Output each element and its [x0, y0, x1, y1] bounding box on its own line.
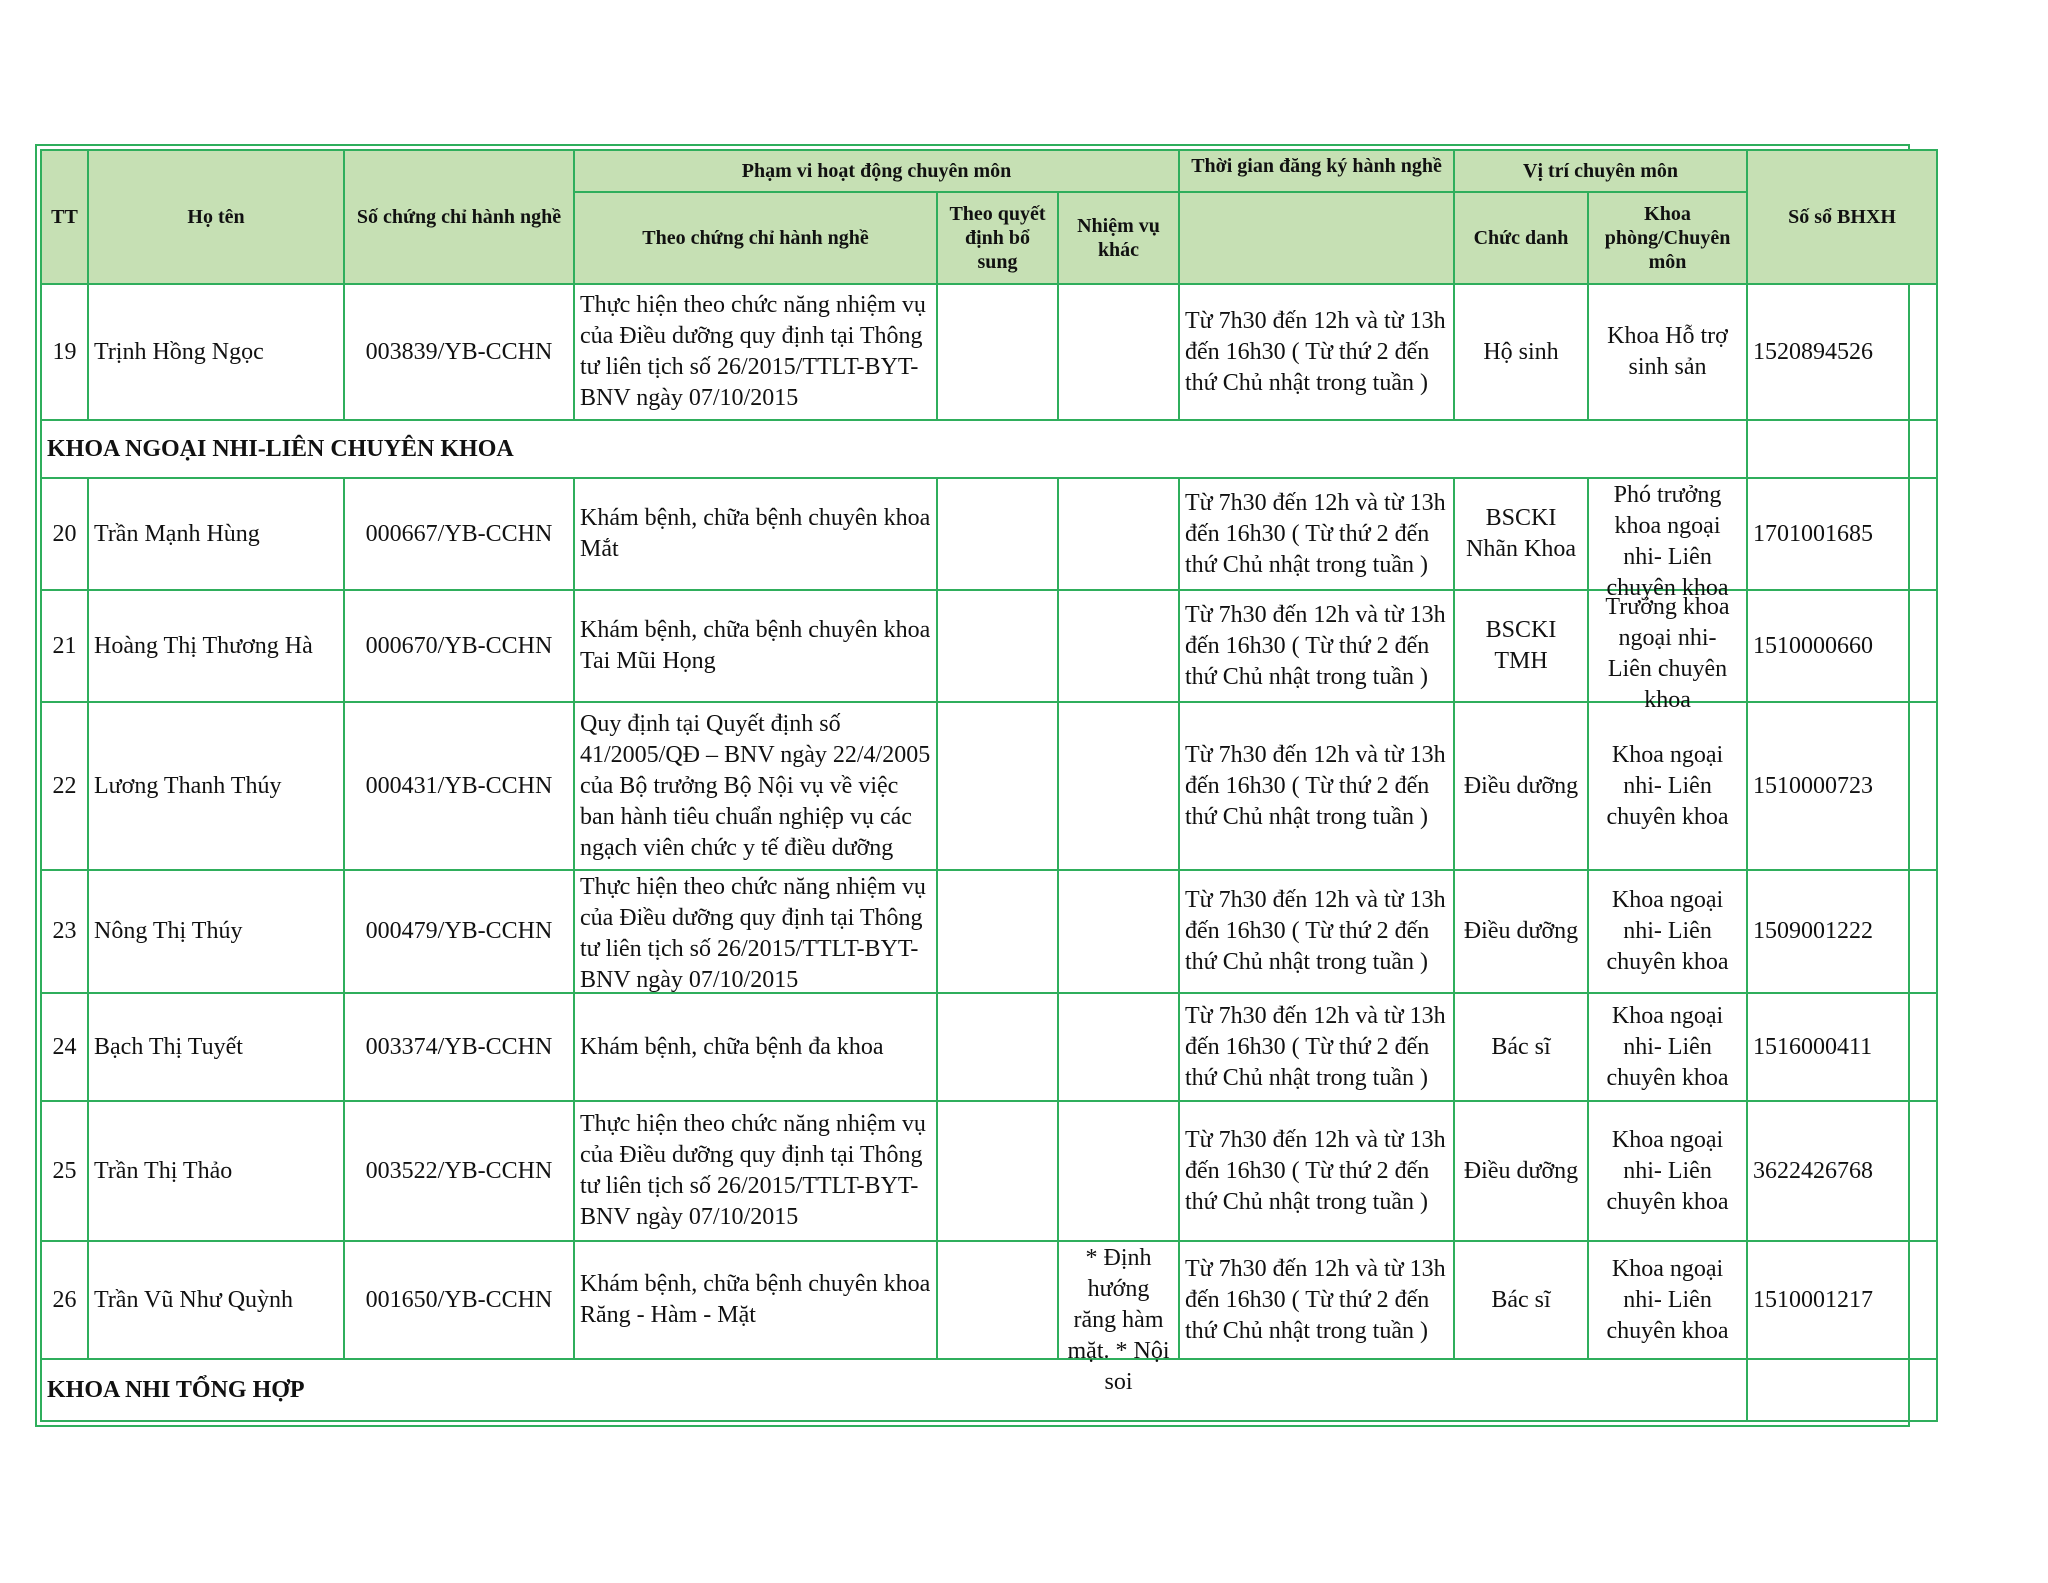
row-scope-cell [574, 870, 937, 993]
header-ho-ten: Họ tên [88, 150, 344, 284]
row-time-text: Từ 7h30 đến 12h và từ 13h đến 16h30 ( Từ thứ 2 đến thứ Chủ nhật trong tuần ) [1185, 1126, 1446, 1215]
row-tt-cell [41, 870, 88, 993]
row-dept-cell [1588, 870, 1747, 993]
row-tt-cell [41, 1241, 88, 1359]
row-cert-cell [344, 1101, 574, 1241]
row-scope-cell [574, 702, 937, 870]
row-dept-text: Khoa Hỗ trợ sinh sản [1607, 323, 1728, 380]
row-scope-text: Khám bệnh, chữa bệnh chuyên khoa Tai Mũi Họng [580, 617, 931, 674]
row-time-text: Từ 7h30 đến 12h và từ 13h đến 16h30 ( Từ thứ 2 đến thứ Chủ nhật trong tuần ) [1185, 489, 1446, 578]
header-vi-tri: Vị trí chuyên môn [1454, 150, 1747, 192]
row-cert-cell [344, 702, 574, 870]
row-title-cell [1454, 870, 1588, 993]
row-name-cell [88, 1101, 344, 1241]
row-name-cell [88, 1241, 344, 1359]
row-decision-cell [937, 1241, 1058, 1359]
row-decision-cell [937, 1101, 1058, 1241]
header-theo-chung-chi: Theo chứng chỉ hành nghề [574, 192, 937, 284]
row-bhxh-text: 1516000411 [1753, 1033, 1873, 1060]
row-scope-cell [574, 284, 937, 420]
row-name-text: Trần Vũ Như Quỳnh [94, 1286, 294, 1313]
row-scope-cell [574, 1241, 937, 1359]
row-decision-cell [937, 993, 1058, 1101]
row-time-cell [1179, 478, 1454, 590]
row-cert-cell [344, 1241, 574, 1359]
staff-table [40, 149, 1938, 1422]
row-tt-text: 23 [52, 918, 77, 944]
row-name-text: Nông Thị Thúy [94, 918, 243, 944]
row-name-text: Lương Thanh Thúy [94, 772, 282, 799]
staff-table-sheet [35, 144, 1910, 1427]
header-theo-quyet-dinh: Theo quyết định bổ sung [937, 192, 1058, 284]
row-dept-text: Khoa ngoại nhi- Liên chuyên khoa [1606, 1002, 1729, 1091]
row-tt-cell [41, 590, 88, 702]
row-time-cell [1179, 702, 1454, 870]
row-dept-text: Khoa ngoại nhi- Liên chuyên khoa [1606, 741, 1729, 830]
section-empty-cell [1747, 1359, 1937, 1421]
row-name-cell [88, 702, 344, 870]
row-name-text: Trần Mạnh Hùng [94, 520, 260, 547]
row-dept-cell [1588, 1101, 1747, 1241]
table-row [41, 284, 1937, 420]
row-title-text: Hộ sinh [1483, 338, 1559, 365]
row-bhxh-text: 1510000723 [1753, 772, 1874, 799]
row-cert-cell [344, 590, 574, 702]
row-tt-cell [41, 702, 88, 870]
row-tt-text: 25 [52, 1157, 77, 1184]
row-dept-text: Phó trưởng khoa ngoại nhi- Liên chuyên khoa [1606, 482, 1729, 601]
row-tt-cell [41, 1101, 88, 1241]
row-dept-cell [1588, 993, 1747, 1101]
row-tt-cell [41, 993, 88, 1101]
row-cert-text: 003522/YB-CCHN [365, 1157, 553, 1184]
header-so-bhxh: Số sổ BHXH [1747, 150, 1937, 284]
row-title-cell [1454, 1241, 1588, 1359]
row-cert-text: 003839/YB-CCHN [365, 338, 553, 365]
row-name-cell [88, 590, 344, 702]
row-name-text: Trịnh Hồng Ngọc [94, 338, 264, 365]
row-name-cell [88, 993, 344, 1101]
table-row [41, 1101, 1937, 1241]
row-name-text: Trần Thị Thảo [94, 1157, 233, 1184]
header-khoa-phong: Khoa phòng/Chuyên môn [1588, 192, 1747, 284]
row-scope-text: Thực hiện theo chức năng nhiệm vụ của Điều dưỡng quy định tại Thông tư liên tịch số 26/2015/TTLT-BYT-BNV ngày 07/10/2015 [580, 292, 926, 411]
header-so-chung-chi: Số chứng chỉ hành nghề [344, 150, 574, 284]
table-body [41, 284, 1937, 1421]
row-name-text: Bạch Thị Tuyết [94, 1033, 243, 1060]
row-dept-cell [1588, 478, 1747, 601]
department-name: KHOA NHI TỔNG HỢP [41, 1359, 1747, 1421]
row-tt-text: 22 [52, 772, 77, 799]
row-title-cell [1454, 478, 1588, 590]
row-decision-cell [937, 478, 1058, 590]
row-cert-text: 000670/YB-CCHN [365, 632, 553, 659]
row-other-duty-cell [1058, 1101, 1179, 1241]
row-time-text: Từ 7h30 đến 12h và từ 13h đến 16h30 ( Từ thứ 2 đến thứ Chủ nhật trong tuần ) [1185, 307, 1446, 396]
row-other-duty-cell [1058, 284, 1179, 420]
row-other-duty-cell [1058, 590, 1179, 702]
row-bhxh-text: 1701001685 [1753, 520, 1874, 547]
table-row [41, 870, 1937, 993]
row-bhxh-cell [1747, 1101, 1937, 1241]
row-decision-cell [937, 590, 1058, 702]
row-bhxh-cell [1747, 870, 1937, 993]
row-title-cell [1454, 993, 1588, 1101]
row-cert-cell [344, 284, 574, 420]
row-name-cell [88, 478, 344, 590]
row-cert-cell [344, 993, 574, 1101]
department-section-row [41, 420, 1937, 478]
row-other-duty-cell [1058, 478, 1179, 590]
row-other-duty-cell [1058, 870, 1179, 993]
row-tt-cell [41, 284, 88, 420]
row-tt-cell [41, 478, 88, 590]
row-time-cell [1179, 590, 1454, 702]
row-title-text: BSCKI TMH [1485, 617, 1557, 674]
header-nhiem-vu-khac: Nhiệm vụ khác [1058, 192, 1179, 284]
row-dept-cell [1588, 702, 1747, 870]
row-cert-text: 000431/YB-CCHN [365, 772, 553, 799]
header-pham-vi: Phạm vi hoạt động chuyên môn [574, 150, 1179, 192]
row-cert-text: 001650/YB-CCHN [365, 1286, 553, 1313]
row-cert-cell [344, 478, 574, 590]
row-other-duty-text: * Định hướng răng hàm mặt. * Nội soi [1067, 1245, 1170, 1395]
department-name: KHOA NGOẠI NHI-LIÊN CHUYÊN KHOA [41, 420, 1747, 478]
row-cert-text: 003374/YB-CCHN [365, 1033, 553, 1060]
row-decision-cell [937, 702, 1058, 870]
row-title-text: Bác sĩ [1491, 1286, 1551, 1313]
row-dept-text: Khoa ngoại nhi- Liên chuyên khoa [1606, 1255, 1729, 1344]
row-bhxh-cell [1747, 590, 1937, 702]
table-row [41, 590, 1937, 702]
row-title-cell [1454, 1101, 1588, 1241]
row-title-text: Điều dưỡng [1463, 1157, 1579, 1184]
row-title-cell [1454, 702, 1588, 870]
header-thoi-gian: Thời gian đăng ký hành nghề [1179, 150, 1454, 192]
row-other-duty-cell [1058, 993, 1179, 1101]
row-title-text: Điều dưỡng [1463, 772, 1579, 799]
row-dept-cell [1588, 1241, 1747, 1359]
row-dept-text: Khoa ngoại nhi- Liên chuyên khoa [1606, 887, 1729, 975]
row-scope-text: Quy định tại Quyết định số 41/2005/QĐ – BNV ngày 22/4/2005 của Bộ trưởng Bộ Nội vụ về việc ban hành tiêu chuẩn nghiệp vụ các ngạch viên chức y tế điều dưỡng [580, 710, 931, 861]
department-section-row [41, 1359, 1937, 1421]
header-tt: TT [41, 150, 88, 284]
row-scope-cell [574, 1101, 937, 1241]
row-scope-text: Khám bệnh, chữa bệnh đa khoa [580, 1033, 884, 1060]
row-bhxh-cell [1747, 993, 1937, 1101]
row-name-text: Hoàng Thị Thương Hà [94, 632, 313, 659]
row-time-cell [1179, 870, 1454, 993]
table-row [41, 993, 1937, 1101]
row-title-cell [1454, 284, 1588, 420]
row-time-text: Từ 7h30 đến 12h và từ 13h đến 16h30 ( Từ thứ 2 đến thứ Chủ nhật trong tuần ) [1185, 1002, 1446, 1091]
row-scope-cell [574, 590, 937, 702]
row-time-cell [1179, 284, 1454, 420]
header-chuc-danh: Chức danh [1454, 192, 1588, 284]
row-scope-text: Thực hiện theo chức năng nhiệm vụ của Điều dưỡng quy định tại Thông tư liên tịch số 26/2015/TTLT-BYT-BNV ngày 07/10/2015 [580, 874, 926, 993]
row-scope-cell [574, 993, 937, 1101]
table-header [41, 150, 1937, 284]
row-bhxh-text: 1509001222 [1753, 918, 1874, 944]
row-scope-text: Thực hiện theo chức năng nhiệm vụ của Điều dưỡng quy định tại Thông tư liên tịch số 26/2015/TTLT-BYT-BNV ngày 07/10/2015 [580, 1111, 926, 1230]
header-thoi-gian-blank [1179, 192, 1454, 284]
row-bhxh-text: 1520894526 [1753, 338, 1874, 365]
row-tt-text: 19 [52, 338, 77, 365]
row-time-text: Từ 7h30 đến 12h và từ 13h đến 16h30 ( Từ thứ 2 đến thứ Chủ nhật trong tuần ) [1185, 741, 1446, 830]
row-dept-text: Trưởng khoa ngoại nhi- Liên chuyên khoa [1605, 594, 1730, 713]
row-other-duty-cell [1058, 702, 1179, 870]
row-time-text: Từ 7h30 đến 12h và từ 13h đến 16h30 ( Từ thứ 2 đến thứ Chủ nhật trong tuần ) [1185, 887, 1446, 975]
row-time-text: Từ 7h30 đến 12h và từ 13h đến 16h30 ( Từ thứ 2 đến thứ Chủ nhật trong tuần ) [1185, 601, 1446, 690]
row-bhxh-text: 1510000660 [1753, 632, 1874, 659]
row-name-cell [88, 870, 344, 993]
row-title-text: Bác sĩ [1491, 1033, 1551, 1060]
row-bhxh-cell [1747, 702, 1937, 870]
row-tt-text: 21 [52, 632, 77, 659]
section-empty-cell [1747, 420, 1937, 478]
row-bhxh-text: 3622426768 [1753, 1157, 1874, 1184]
row-scope-text: Khám bệnh, chữa bệnh chuyên khoa Mắt [580, 505, 931, 562]
row-bhxh-cell [1747, 478, 1937, 590]
row-tt-text: 26 [52, 1286, 77, 1313]
row-decision-cell [937, 284, 1058, 420]
row-decision-cell [937, 870, 1058, 993]
row-scope-cell [574, 478, 937, 590]
row-cert-text: 000667/YB-CCHN [365, 520, 553, 547]
row-dept-text: Khoa ngoại nhi- Liên chuyên khoa [1606, 1126, 1729, 1215]
row-bhxh-cell [1747, 1241, 1937, 1359]
row-bhxh-text: 1510001217 [1753, 1286, 1874, 1313]
row-scope-text: Khám bệnh, chữa bệnh chuyên khoa Răng - Hàm - Mặt [580, 1271, 931, 1328]
table-row [41, 702, 1937, 870]
row-tt-text: 24 [52, 1033, 77, 1060]
row-time-cell [1179, 1101, 1454, 1241]
row-dept-cell [1588, 284, 1747, 420]
row-time-cell [1179, 993, 1454, 1101]
row-title-text: BSCKI Nhãn Khoa [1466, 505, 1576, 562]
row-tt-text: 20 [52, 520, 77, 547]
row-other-duty-cell [1058, 1241, 1179, 1395]
row-cert-cell [344, 870, 574, 993]
row-dept-cell [1588, 590, 1747, 713]
table-row [41, 1241, 1937, 1359]
row-bhxh-cell [1747, 284, 1937, 420]
row-time-cell [1179, 1241, 1454, 1359]
row-time-text: Từ 7h30 đến 12h và từ 13h đến 16h30 ( Từ thứ 2 đến thứ Chủ nhật trong tuần ) [1185, 1255, 1446, 1344]
row-title-text: Điều dưỡng [1463, 918, 1579, 944]
row-cert-text: 000479/YB-CCHN [365, 918, 553, 944]
row-name-cell [88, 284, 344, 420]
table-row [41, 478, 1937, 590]
row-title-cell [1454, 590, 1588, 702]
